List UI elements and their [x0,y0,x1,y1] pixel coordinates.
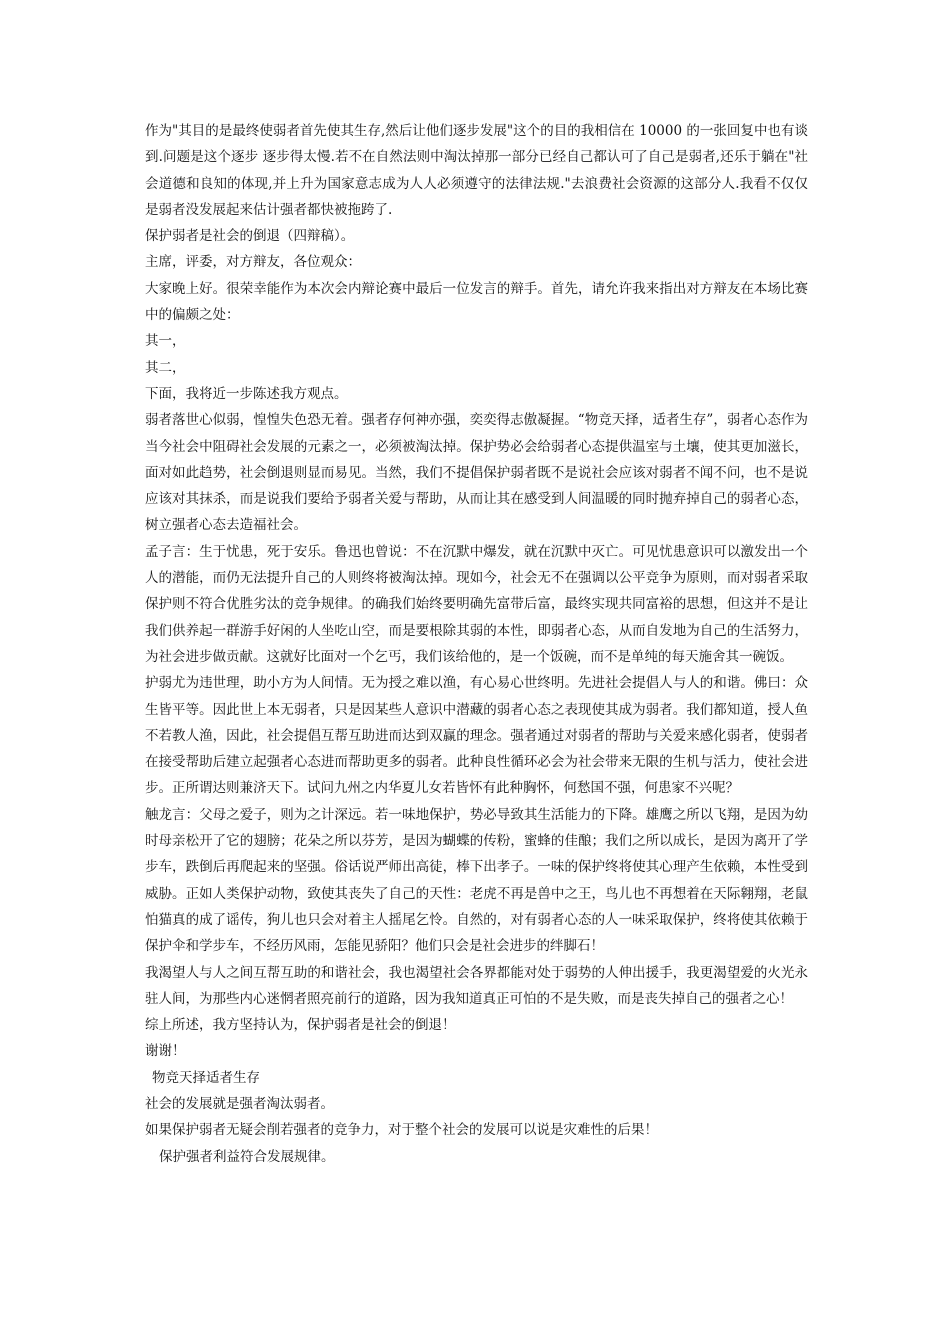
paragraph-greeting: 大家晚上好。很荣幸能作为本次会内辩论赛中最后一位发言的辩手。首先，请允许我来指出对方辩友在本场比赛中的偏颇之处： [145,280,808,324]
conclusion-line: 综上所述，我方坚持认为，保护弱者是社会的倒退！ [145,1017,456,1034]
paragraph-argument-1: 弱者落世心似弱，惶惶失色恐无着。强者存何神亦强，奕奕得志傲凝握。“物竞天择，适者生存”，弱者心态作为当今社会中阻碍社会发展的元素之一，必须被淘汰掉。保护势必会给弱者心态提供温室与土壤，使其更加滋长，面对如此趋势，社会倒退则显而易见。当然，我们不提倡保护弱者既不是说社会应该对弱者不闻不问，也不是说应该对其抹杀，而是说我们要给予弱者关爱与帮助，从而让其在感受到人间温暖的同时抛弃掉自己的弱者心态，树立强者心态去造福社会。 [145,412,808,534]
document-body [145,118,808,1170]
point-first: 其一， [145,333,186,350]
paragraph-argument-2: 孟子言：生于忧患，死于安乐。鲁迅也曾说：不在沉默中爆发，就在沉默中灭亡。可见忧患意识可以激发出一个人的潜能，而仍无法提升自己的人则终将被淘汰掉。现如今，社会无不在强调以公平竞争为原则，而对弱者采取保护则不符合优胜劣汰的竞争规律。的确我们始终要明确先富带后富，最终实现共同富裕的思想，但这并不是让我们供养起一群游手好闲的人坐吃山空，而是要根除其弱的本性，即弱者心态，从而自发地为自己的生活努力，为社会进步做贡献。这就好比面对一个乞丐，我们该给他的，是一个饭碗，而不是单纯的每天施舍其一碗饭。 [145,543,808,665]
transition-line: 下面，我将近一步陈述我方观点。 [145,385,348,402]
subheading-natural-selection: 物竞天择适者生存 [152,1069,260,1086]
paragraph-argument-4: 触龙言：父母之爱子，则为之计深远。若一味地保护，势必导致其生活能力的下降。雄鹰之所以飞翔，是因为幼时母亲松开了它的翅膀；花朵之所以芬芳，是因为蝴蝶的传粉，蜜蜂的佳酿；我们之所以成长，是因为离开了学步车，跌倒后再爬起来的坚强。俗话说严师出高徒，棒下出孝子。一味的保护终将使其心理产生依赖，本性受到威胁。正如人类保护动物，致使其丧失了自己的天性：老虎不再是兽中之王，鸟儿也不再想着在天际翱翔，老鼠怕猫真的成了谣传，狗儿也只会对着主人摇尾乞怜。自然的，对有弱者心态的人一味采取保护，终将使其依赖于保护伞和学步车，不经历风雨，怎能见骄阳？他们只会是社会进步的绊脚石！ [145,806,808,955]
salutation: 主席，评委，对方辩友，各位观众： [145,254,361,271]
paragraph-aspiration: 我渴望人与人之间互帮互助的和谐社会，我也渴望社会各界都能对处于弱势的人伸出援手，我更渴望爱的火光永驻人间，为那些内心迷惘者照亮前行的道路，因为我知道真正可怕的不是失败，而是丧失掉自己的强者之心！ [145,964,808,1007]
paragraph-intro-rebuttal: 作为"其目的是最终使弱者首先使其生存,然后让他们逐步发展"这个的目的我相信在 10000 的一张回复中也有谈到.问题是这个逐步 逐步得太慢.若不在自然法则中淘汰掉那一部分已经自己都认可了自己是弱者,还乐于躺在"社会道德和良知的体现,并上升为国家意志成为人人必须遵守的法律法规."去浪费社会资源的这部分人.我看不仅仅是弱者没发展起来估计强者都快被拖跨了. [145,123,808,218]
statement-consequence: 如果保护弱者无疑会削若强者的竞争力，对于整个社会的发展可以说是灾难性的后果！ [145,1122,658,1139]
speech-title: 保护弱者是社会的倒退（四辩稿）。 [145,228,355,245]
thanks-line: 谢谢！ [145,1043,186,1060]
statement-social-development: 社会的发展就是强者淘汰弱者。 [145,1095,334,1112]
point-second: 其二， [145,359,186,376]
statement-protect-strong: 保护强者利益符合发展规律。 [159,1148,335,1165]
paragraph-argument-3: 护弱尤为违世理，助小方为人间情。无为授之难以渔，有心易心世终明。先进社会提倡人与人的和谐。佛曰：众生皆平等。因此世上本无弱者，只是因某些人意识中潜藏的弱者心态之表现使其成为弱者。我们都知道，授人鱼不若教人渔，因此，社会提倡互帮互助进而达到双赢的理念。强者通过对弱者的帮助与关爱来感化弱者，使弱者在接受帮助后建立起强者心态进而帮助更多的弱者。此种良性循环必会为社会带来无限的生机与活力，使社会进步。正所谓达则兼济天下。试问九州之内华夏儿女若皆怀有此种胸怀，何愁国不强，何患家不兴呢？ [145,675,808,797]
